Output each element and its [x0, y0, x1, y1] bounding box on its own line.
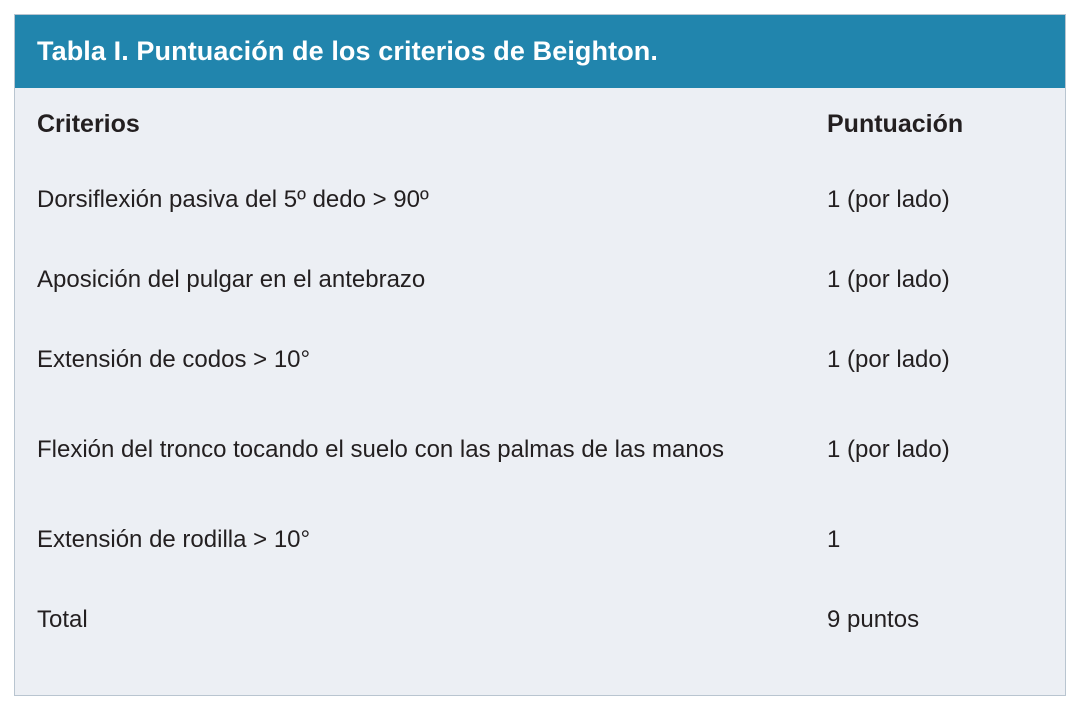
cell-score: 1 (por lado): [827, 185, 950, 213]
table-row: [37, 500, 1043, 580]
column-header-score: Puntuación: [827, 109, 964, 138]
column-header-criteria: Criterios: [37, 109, 140, 138]
table-row: [37, 160, 1043, 240]
cell-criteria: Total: [37, 605, 88, 633]
cell-criteria: Extensión de rodilla > 10°: [37, 525, 311, 553]
table-column-headers: [37, 88, 1043, 160]
cell-criteria: Flexión del tronco tocando el suelo con las palmas de las manos: [37, 435, 725, 463]
cell-score: 1 (por lado): [827, 265, 950, 293]
table-row: [37, 400, 1043, 500]
cell-criteria: Aposición del pulgar en el antebrazo: [37, 265, 426, 293]
beighton-score-table: [14, 14, 1066, 696]
cell-score: 1 (por lado): [827, 435, 950, 463]
cell-score: 9 puntos: [827, 605, 920, 633]
cell-criteria: Extensión de codos > 10°: [37, 345, 311, 373]
table-header: [15, 15, 1065, 88]
table-row: [37, 320, 1043, 400]
cell-criteria: Dorsiflexión pasiva del 5º dedo > 90º: [37, 185, 429, 213]
cell-score: 1 (por lado): [827, 345, 950, 373]
table-title: Tabla I. Puntuación de los criterios de Beighton.: [37, 36, 658, 66]
table-body: [15, 88, 1065, 660]
table-row: [37, 240, 1043, 320]
table-row-total: [37, 580, 1043, 660]
cell-score: 1: [827, 525, 841, 553]
